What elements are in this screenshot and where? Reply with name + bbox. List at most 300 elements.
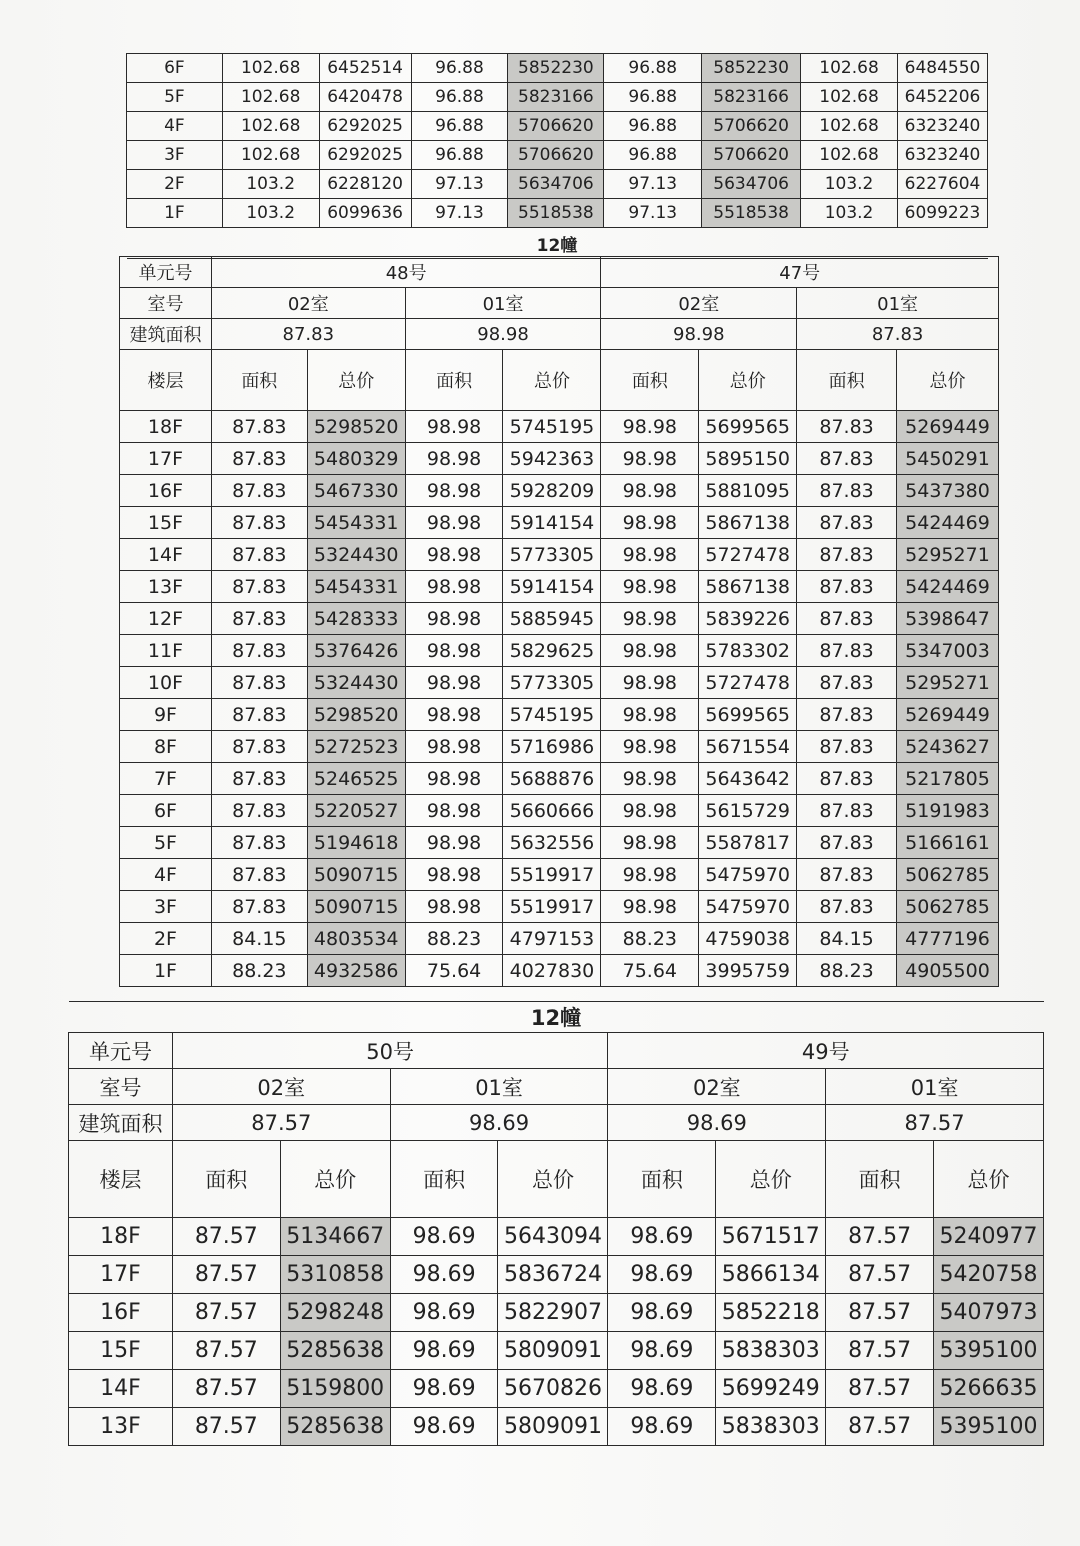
price-cell: 5310858 <box>280 1256 390 1294</box>
price-cell: 5914154 <box>503 507 601 539</box>
price-cell: 5519917 <box>503 859 601 891</box>
area-cell: 87.83 <box>211 571 307 603</box>
floor-cell: 17F <box>69 1256 173 1294</box>
floor-cell: 10F <box>120 667 212 699</box>
floor-row <box>120 955 999 987</box>
area-cell: 87.83 <box>211 475 307 507</box>
price-cell: 6420478 <box>319 83 411 112</box>
area-cell: 96.88 <box>411 112 508 141</box>
price-cell: 5660666 <box>503 795 601 827</box>
section-a-title-row <box>127 228 988 259</box>
area-cell: 98.69 <box>390 1370 498 1408</box>
area-cell: 98.69 <box>390 1294 498 1332</box>
price-cell: 5062785 <box>896 891 998 923</box>
area-cell: 97.13 <box>604 199 702 228</box>
floor-row <box>120 475 999 507</box>
area-cell: 87.83 <box>211 795 307 827</box>
room-row <box>69 1069 1044 1105</box>
price-cell: 6484550 <box>897 54 987 83</box>
price-cell: 5295271 <box>896 539 998 571</box>
unit-label: 单元号 <box>120 257 212 288</box>
unit-49: 49号 <box>608 1033 1044 1069</box>
floor-cell: 17F <box>120 443 212 475</box>
price-cell: 5266635 <box>934 1370 1044 1408</box>
price-cell: 5706620 <box>702 141 801 170</box>
area-cell: 87.83 <box>797 603 897 635</box>
area-cell: 98.98 <box>601 635 699 667</box>
floor-row <box>120 507 999 539</box>
area-value: 98.69 <box>608 1105 826 1141</box>
area-cell: 98.98 <box>405 731 503 763</box>
price-cell: 4759038 <box>699 923 797 955</box>
floor-row <box>69 1370 1044 1408</box>
area-cell: 98.98 <box>405 891 503 923</box>
col-price: 总价 <box>280 1141 390 1218</box>
area-cell: 87.83 <box>797 859 897 891</box>
room-header: 01室 <box>826 1069 1044 1105</box>
area-cell: 98.69 <box>608 1370 716 1408</box>
floor-row <box>69 1294 1044 1332</box>
floor-label: 楼层 <box>120 350 212 411</box>
price-cell: 5134667 <box>280 1218 390 1256</box>
area-row <box>120 319 999 350</box>
price-cell: 5298520 <box>307 699 405 731</box>
price-cell: 5424469 <box>896 507 998 539</box>
floor-cell: 11F <box>120 635 212 667</box>
price-cell: 5895150 <box>699 443 797 475</box>
price-cell: 5285638 <box>280 1332 390 1370</box>
top-table-body <box>127 54 988 228</box>
area-cell: 88.23 <box>797 955 897 987</box>
area-cell: 87.83 <box>211 539 307 571</box>
unit-row <box>69 1033 1044 1069</box>
area-cell: 87.83 <box>797 891 897 923</box>
area-cell: 87.83 <box>797 667 897 699</box>
area-cell: 98.69 <box>608 1218 716 1256</box>
area-cell: 87.83 <box>211 443 307 475</box>
area-cell: 98.98 <box>601 859 699 891</box>
floor-cell: 16F <box>69 1294 173 1332</box>
price-cell: 5867138 <box>699 571 797 603</box>
area-cell: 98.98 <box>405 539 503 571</box>
room-header: 02室 <box>601 288 797 319</box>
area-label: 建筑面积 <box>120 319 212 350</box>
area-cell: 87.83 <box>797 443 897 475</box>
price-cell: 5407973 <box>934 1294 1044 1332</box>
area-cell: 75.64 <box>405 955 503 987</box>
price-cell: 5480329 <box>307 443 405 475</box>
area-cell: 87.83 <box>797 475 897 507</box>
column-header-row <box>120 350 999 411</box>
area-cell: 88.23 <box>405 923 503 955</box>
area-cell: 87.57 <box>172 1294 280 1332</box>
area-cell: 103.2 <box>801 199 898 228</box>
price-cell: 5727478 <box>699 667 797 699</box>
price-cell: 5467330 <box>307 475 405 507</box>
area-value: 98.98 <box>405 319 601 350</box>
area-cell: 97.13 <box>604 170 702 199</box>
area-cell: 98.98 <box>405 603 503 635</box>
price-cell: 5240977 <box>934 1218 1044 1256</box>
floor-row <box>120 891 999 923</box>
price-cell: 5424469 <box>896 571 998 603</box>
price-cell: 5398647 <box>896 603 998 635</box>
area-value: 98.69 <box>390 1105 608 1141</box>
floor-cell: 7F <box>120 763 212 795</box>
room-label: 室号 <box>69 1069 173 1105</box>
area-cell: 97.13 <box>411 170 508 199</box>
area-cell: 87.83 <box>211 827 307 859</box>
area-cell: 103.2 <box>222 170 319 199</box>
area-cell: 102.68 <box>801 54 898 83</box>
price-cell: 5699565 <box>699 699 797 731</box>
floor-row <box>120 571 999 603</box>
floor-cell: 18F <box>69 1218 173 1256</box>
price-cell: 5437380 <box>896 475 998 507</box>
floor-cell: 15F <box>69 1332 173 1370</box>
price-cell: 3995759 <box>699 955 797 987</box>
area-cell: 88.23 <box>601 923 699 955</box>
floor-cell: 4F <box>127 112 223 141</box>
room-header: 01室 <box>797 288 999 319</box>
price-cell: 5773305 <box>503 667 601 699</box>
price-cell: 5643642 <box>699 763 797 795</box>
price-cell: 5809091 <box>498 1408 608 1446</box>
area-cell: 98.98 <box>405 795 503 827</box>
section-b-title-row <box>69 1002 1044 1033</box>
price-cell: 4027830 <box>503 955 601 987</box>
area-value: 87.83 <box>211 319 405 350</box>
floor-cell: 18F <box>120 411 212 443</box>
price-cell: 5269449 <box>896 699 998 731</box>
floor-cell: 13F <box>69 1408 173 1446</box>
area-cell: 84.15 <box>211 923 307 955</box>
col-area: 面积 <box>601 350 699 411</box>
price-cell: 6227604 <box>897 170 987 199</box>
col-area: 面积 <box>826 1141 934 1218</box>
area-cell: 87.83 <box>211 763 307 795</box>
area-cell: 87.57 <box>826 1256 934 1294</box>
floor-label: 楼层 <box>69 1141 173 1218</box>
room-header: 02室 <box>608 1069 826 1105</box>
col-area: 面积 <box>390 1141 498 1218</box>
area-cell: 96.88 <box>604 112 702 141</box>
floor-cell: 1F <box>120 955 212 987</box>
price-cell: 5852218 <box>716 1294 826 1332</box>
col-price: 总价 <box>934 1141 1044 1218</box>
area-cell: 98.98 <box>601 507 699 539</box>
price-cell: 5269449 <box>896 411 998 443</box>
area-cell: 87.57 <box>172 1408 280 1446</box>
floor-cell: 6F <box>127 54 223 83</box>
area-cell: 97.13 <box>411 199 508 228</box>
price-cell: 5420758 <box>934 1256 1044 1294</box>
area-cell: 87.83 <box>797 411 897 443</box>
floor-cell: 3F <box>120 891 212 923</box>
price-cell: 5194618 <box>307 827 405 859</box>
floor-row <box>127 83 988 112</box>
area-cell: 87.57 <box>826 1218 934 1256</box>
area-cell: 87.83 <box>797 571 897 603</box>
area-value: 87.57 <box>826 1105 1044 1141</box>
area-cell: 98.98 <box>405 667 503 699</box>
floor-cell: 15F <box>120 507 212 539</box>
price-cell: 5376426 <box>307 635 405 667</box>
floor-cell: 16F <box>120 475 212 507</box>
price-cell: 5475970 <box>699 891 797 923</box>
floor-cell: 5F <box>120 827 212 859</box>
price-cell: 6323240 <box>897 112 987 141</box>
floor-row <box>120 923 999 955</box>
area-cell: 98.98 <box>405 827 503 859</box>
col-price: 总价 <box>503 350 601 411</box>
floor-row <box>120 411 999 443</box>
price-cell: 5670826 <box>498 1370 608 1408</box>
floor-row <box>127 141 988 170</box>
floor-cell: 2F <box>120 923 212 955</box>
price-cell: 5914154 <box>503 571 601 603</box>
room-header: 01室 <box>405 288 601 319</box>
area-label: 建筑面积 <box>69 1105 173 1141</box>
price-cell: 5928209 <box>503 475 601 507</box>
floor-cell: 1F <box>127 199 223 228</box>
price-cell: 5324430 <box>307 539 405 571</box>
price-cell: 4932586 <box>307 955 405 987</box>
floor-cell: 13F <box>120 571 212 603</box>
price-cell: 5699249 <box>716 1370 826 1408</box>
price-cell: 5852230 <box>702 54 801 83</box>
col-price: 总价 <box>716 1141 826 1218</box>
area-cell: 96.88 <box>411 141 508 170</box>
area-cell: 87.57 <box>172 1218 280 1256</box>
floor-cell: 14F <box>69 1370 173 1408</box>
area-cell: 87.83 <box>797 827 897 859</box>
section-b-body <box>69 1218 1044 1446</box>
price-cell: 5298520 <box>307 411 405 443</box>
floor-row <box>120 763 999 795</box>
section-b-title: 12幢 <box>69 1002 1044 1033</box>
area-cell: 96.88 <box>411 54 508 83</box>
price-cell: 5324430 <box>307 667 405 699</box>
unit-row <box>120 257 999 288</box>
area-cell: 98.98 <box>601 731 699 763</box>
area-cell: 87.57 <box>172 1256 280 1294</box>
floor-row <box>127 54 988 83</box>
area-cell: 96.88 <box>604 54 702 83</box>
floor-row <box>120 795 999 827</box>
area-cell: 96.88 <box>604 141 702 170</box>
floor-cell: 3F <box>127 141 223 170</box>
area-cell: 98.98 <box>405 699 503 731</box>
price-cell: 6452206 <box>897 83 987 112</box>
floor-row <box>69 1218 1044 1256</box>
floor-cell: 4F <box>120 859 212 891</box>
floor-row <box>120 699 999 731</box>
price-cell: 5643094 <box>498 1218 608 1256</box>
area-cell: 84.15 <box>797 923 897 955</box>
area-cell: 98.98 <box>601 411 699 443</box>
area-cell: 87.83 <box>211 603 307 635</box>
area-cell: 98.98 <box>601 763 699 795</box>
area-cell: 96.88 <box>411 83 508 112</box>
area-cell: 102.68 <box>222 141 319 170</box>
room-header: 02室 <box>211 288 405 319</box>
area-cell: 98.98 <box>601 475 699 507</box>
area-cell: 98.98 <box>601 699 699 731</box>
price-cell: 5272523 <box>307 731 405 763</box>
price-cell: 5688876 <box>503 763 601 795</box>
price-cell: 5773305 <box>503 539 601 571</box>
area-cell: 87.83 <box>797 539 897 571</box>
floor-row <box>69 1408 1044 1446</box>
price-cell: 5191983 <box>896 795 998 827</box>
price-cell: 5090715 <box>307 891 405 923</box>
price-cell: 5632556 <box>503 827 601 859</box>
price-cell: 5454331 <box>307 507 405 539</box>
floor-row <box>120 603 999 635</box>
floor-row <box>69 1332 1044 1370</box>
price-cell: 6099636 <box>319 199 411 228</box>
area-cell: 98.98 <box>405 411 503 443</box>
area-cell: 87.83 <box>211 699 307 731</box>
price-cell: 5822907 <box>498 1294 608 1332</box>
floor-cell: 6F <box>120 795 212 827</box>
room-header: 02室 <box>172 1069 390 1105</box>
price-cell: 5838303 <box>716 1408 826 1446</box>
area-cell: 98.69 <box>390 1408 498 1446</box>
area-cell: 98.98 <box>601 891 699 923</box>
area-cell: 75.64 <box>601 955 699 987</box>
price-cell: 5671517 <box>716 1218 826 1256</box>
col-area: 面积 <box>608 1141 716 1218</box>
floor-row <box>127 112 988 141</box>
price-cell: 5829625 <box>503 635 601 667</box>
area-cell: 98.98 <box>601 603 699 635</box>
price-cell: 5885945 <box>503 603 601 635</box>
area-cell: 103.2 <box>801 170 898 199</box>
price-cell: 5867138 <box>699 507 797 539</box>
price-cell: 5518538 <box>508 199 604 228</box>
col-area: 面积 <box>172 1141 280 1218</box>
price-cell: 6323240 <box>897 141 987 170</box>
price-cell: 5745195 <box>503 411 601 443</box>
price-cell: 6228120 <box>319 170 411 199</box>
price-cell: 5166161 <box>896 827 998 859</box>
price-cell: 6292025 <box>319 141 411 170</box>
area-cell: 98.98 <box>405 859 503 891</box>
area-cell: 98.69 <box>608 1332 716 1370</box>
col-area: 面积 <box>405 350 503 411</box>
area-value: 87.83 <box>797 319 999 350</box>
area-cell: 102.68 <box>222 54 319 83</box>
area-cell: 87.83 <box>211 507 307 539</box>
unit-50: 50号 <box>172 1033 608 1069</box>
area-cell: 102.68 <box>222 83 319 112</box>
area-cell: 103.2 <box>222 199 319 228</box>
room-header: 01室 <box>390 1069 608 1105</box>
price-cell: 4797153 <box>503 923 601 955</box>
price-cell: 5217805 <box>896 763 998 795</box>
floor-row <box>120 443 999 475</box>
area-cell: 98.98 <box>601 443 699 475</box>
price-cell: 5428333 <box>307 603 405 635</box>
col-price: 总价 <box>699 350 797 411</box>
area-cell: 87.83 <box>211 891 307 923</box>
area-cell: 102.68 <box>222 112 319 141</box>
price-cell: 5942363 <box>503 443 601 475</box>
floor-row <box>120 827 999 859</box>
price-cell: 5519917 <box>503 891 601 923</box>
top-price-table <box>126 53 988 259</box>
area-cell: 87.83 <box>797 635 897 667</box>
area-cell: 98.98 <box>405 635 503 667</box>
price-cell: 5450291 <box>896 443 998 475</box>
price-cell: 6099223 <box>897 199 987 228</box>
price-cell: 4777196 <box>896 923 998 955</box>
area-cell: 102.68 <box>801 141 898 170</box>
price-cell: 5783302 <box>699 635 797 667</box>
area-value: 87.57 <box>172 1105 390 1141</box>
section-b-table <box>68 1001 1044 1446</box>
price-cell: 5090715 <box>307 859 405 891</box>
area-cell: 87.83 <box>797 699 897 731</box>
area-cell: 87.83 <box>797 795 897 827</box>
price-cell: 5716986 <box>503 731 601 763</box>
area-cell: 98.98 <box>601 795 699 827</box>
area-cell: 98.98 <box>405 443 503 475</box>
area-cell: 87.83 <box>797 507 897 539</box>
price-cell: 5475970 <box>699 859 797 891</box>
price-cell: 5285638 <box>280 1408 390 1446</box>
floor-cell: 12F <box>120 603 212 635</box>
floor-row <box>120 859 999 891</box>
price-cell: 5634706 <box>702 170 801 199</box>
unit-48: 48号 <box>211 257 601 288</box>
price-cell: 5866134 <box>716 1256 826 1294</box>
price-cell: 5587817 <box>699 827 797 859</box>
floor-row <box>120 539 999 571</box>
floor-cell: 5F <box>127 83 223 112</box>
col-price: 总价 <box>307 350 405 411</box>
area-cell: 98.69 <box>390 1332 498 1370</box>
price-cell: 4905500 <box>896 955 998 987</box>
price-cell: 6292025 <box>319 112 411 141</box>
floor-row <box>120 635 999 667</box>
column-header-row <box>69 1141 1044 1218</box>
price-cell: 5809091 <box>498 1332 608 1370</box>
price-cell: 5823166 <box>702 83 801 112</box>
section-a-table <box>119 256 999 987</box>
area-cell: 87.83 <box>211 859 307 891</box>
price-cell: 5295271 <box>896 667 998 699</box>
price-cell: 5395100 <box>934 1332 1044 1370</box>
area-cell: 87.57 <box>172 1370 280 1408</box>
floor-row <box>127 199 988 228</box>
price-cell: 5220527 <box>307 795 405 827</box>
area-cell: 102.68 <box>801 112 898 141</box>
floor-row <box>127 170 988 199</box>
area-cell: 87.83 <box>211 635 307 667</box>
area-cell: 87.57 <box>172 1332 280 1370</box>
price-cell: 5298248 <box>280 1294 390 1332</box>
area-cell: 88.23 <box>211 955 307 987</box>
area-cell: 87.83 <box>211 411 307 443</box>
area-cell: 98.98 <box>601 539 699 571</box>
price-cell: 5745195 <box>503 699 601 731</box>
room-label: 室号 <box>120 288 212 319</box>
area-cell: 98.69 <box>608 1256 716 1294</box>
price-cell: 5852230 <box>508 54 604 83</box>
